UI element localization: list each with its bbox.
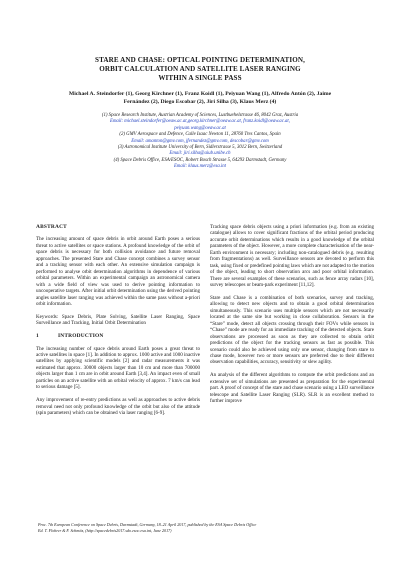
affiliation: (2) GMV Aerospace and Defence, Calle Isaac Newton 11, 28760 Tres Cantos, Spain <box>119 132 281 138</box>
author-line: Fernández (2), Diego Escobar (2), Jiri Silha (3), Klaus Merz (4) <box>123 98 277 105</box>
section-number: 1 <box>36 333 39 340</box>
abstract-paragraph: The increasing amount of space debris in orbit around Earth poses a serious threat to active satellites or space stations. A profound knowledge of the orbit of space debris is necessary for both collision avoidance and future removal approaches. The presented Stare and Chase concept combines a survey sensor and a tracking sensor with each other. An extensive simulation campaign is performed to analyse orbit determination algorithms in dependence of various orbital parameters. Within an experimental campaign an astronomical camera with a wide field of view was used to derive pointing information to uncooperative targets. After initial orbit determination using the derived pointing angles satellite laser ranging was achieved within the same pass without a-priori orbit information. <box>36 236 200 307</box>
section-heading-introduction <box>36 333 200 339</box>
title-line: WITHIN A SINGLE PASS <box>158 74 242 82</box>
author-line: Michael A. Steindorfer (1), Georg Kirchner (1), Franz Koidl (1), Peiyuan Wang (1), Alfredo Antón (2), Jaime <box>68 91 332 97</box>
body-paragraph: An analysis of the different algorithms to compute the orbit predictions and an extensive set of simulations are presented as preparation for the experimental part. A proof of concept of the stare and chase scenario using a LEO surveillance telescope and Satellite Laser Ranging (SLR). SLR is an excellent method to further improve <box>210 372 374 405</box>
title-line: STARE AND CHASE: OPTICAL POINTING DETERMINATION, <box>95 56 305 64</box>
body-paragraph: Tracking space debris objects using a priori information (e.g. from an existing catalogue) allows to cover significant fractions of the orbital period producing accurate orbit determinations which results in a good knowledge of the orbital parameters of the object. However, a more complete characterisation of the near-Earth environment is necessary; including non-catalogued debris (e.g. resulting from fragmentations) as well. Surveillance sensors are devoted to perform this task, using fixed or predefined pointing laws which are not adapted to the motion of the object, leading to short observation arcs and poor orbital information. There are several examples of these scenarios, such as fence array radars [10], survey telescopes or beam-park experiment [11,12]. <box>210 224 374 289</box>
section-title: INTRODUCTION <box>58 333 104 340</box>
right-column <box>210 224 374 411</box>
affiliation: (1) Space Research Institute, Austrian Academy of Sciences, Lustbuehelstrasse 46, 8042 Graz, Austria <box>101 113 299 118</box>
email-link[interactable]: Email: amanton@gmv.com, jfernandez@gmv.com, descobar@gmv.com <box>131 138 269 144</box>
left-column <box>36 224 200 423</box>
affiliation: (3) Astronomical Institute University of Bern, Sidlerstrasse 5, 3012 Bern, Switzerland <box>117 145 283 151</box>
footer-line: Proc. 7th European Conference on Space Debris, Darmstadt, Germany, 18–21 April 2017, published by the ESA Space Debris Office <box>38 522 257 527</box>
footer-line: Ed. T. Flohrer & F. Schmitz, (http://spacedebris2017.sdo.esoc.esa.int, June 2017) <box>38 527 172 533</box>
body-paragraph: The increasing number of space debris around Earth poses a great threat to active satellites in space [1]. In addition to approx. 1000 active and 1000 inactive satellites by applying scientific models [2] and radar measurements it was estimated that approx. 30000 objects larger than 10 cm and more than 700000 objects larger than 1 cm are in orbit around Earth [3,4]. An impact even of small particles on an active satellite with an orbital velocity of approx. 7 km/s can lead to serious damage [5]. <box>36 345 200 391</box>
affiliations <box>30 113 370 171</box>
keywords-paragraph: Keywords: Space Debris, Plate Solving, Satellite Laser Ranging, Space Surveillance and Tracking, Initial Orbit Determination <box>36 313 200 327</box>
body-paragraph: Stare and Chase is a combination of both scenarios, survey and tracking, allowing to detect new objects and to obtain a good orbital determination simultaneously. This scenario uses multiple sensors which are not necessarily located at the same site but working in close collaboration. Sensors in the “Stare” mode, detect all objects crossing through their FOVs while sensors in “Chase” mode are ready for an immediate tracking of the detected objects. Stare observations are processed as soon as they are collected to obtain orbit predictions of the object for the tracking sensors as fast as possible. This scenario could also be achieved using only one sensor, changing from stare to chase mode, however two or more sensors are preferred due to their different observation capabilities, accuracy, sensitivity or slew agility. <box>210 294 374 366</box>
body-paragraph: Any improvement of re-entry predictions as well as approaches to active debris removal need not only profound knowledge of the orbit but also of the attitude (spin parameters) which can be obtained via laser ranging [6-9]. <box>36 397 200 417</box>
title-line: ORBIT CALCULATION AND SATELLITE LASER RANGING <box>99 65 301 73</box>
email-link[interactable]: Email: klaus.merz@esa.int <box>174 164 226 170</box>
paper-title <box>40 56 360 83</box>
affiliation: (4) Space Debris Office, ESA/ESOC, Robert Bosch Strasse 5, 64293 Darmstadt, Germany <box>113 157 287 163</box>
email-link[interactable]: Email: jiri.silha@aiub.unibe.ch <box>169 151 231 157</box>
page-footer <box>38 522 368 533</box>
email-link[interactable]: peiyuan.wang@oeaw.ac.at <box>174 125 226 131</box>
abstract-heading: ABSTRACT <box>36 224 67 230</box>
email-link[interactable]: Email: michael.steindorfer@oeaw.ac.at,georg.kirchner@oeaw.ac.at, franz.koidl@oeaw.ac.at, <box>110 119 290 125</box>
author-list <box>34 91 366 106</box>
